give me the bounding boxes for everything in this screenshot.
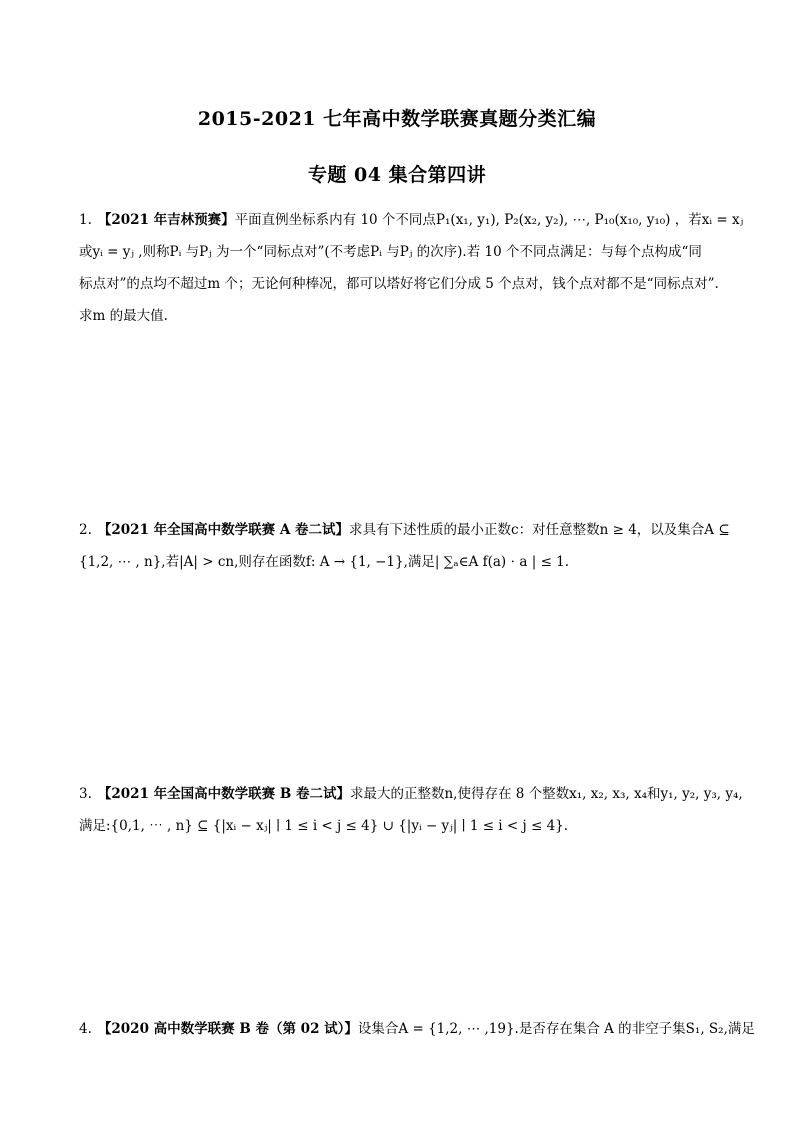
problem-source: 【2021 年全国高中数学联赛 B 卷二试】 — [97, 786, 350, 802]
problem-number: 4. — [79, 1021, 92, 1037]
problem-text: 设集合A = {1,2, ⋯ ,19}.是否存在集合 A 的非空子集S₁, S₂,满足 — [357, 1021, 755, 1037]
problem-1-line-4: 求m 的最大值. — [79, 308, 168, 324]
problem-text: 求具有下述性质的最小正数c：对任意整数n ≥ 4，以及集合A ⊆ — [349, 522, 730, 538]
problem-source: 【2021 年吉林预赛】 — [97, 212, 235, 228]
document-subtitle: 专题 04 集合第四讲 — [307, 164, 487, 186]
problem-4 — [79, 1013, 755, 1045]
problem-source: 【2021 年全国高中数学联赛 A 卷二试】 — [97, 522, 350, 538]
document-title: 2015-2021 七年高中数学联赛真题分类汇编 — [197, 108, 597, 130]
problem-text: 平面直例坐标系内有 10 个不同点P₁(x₁, y₁), P₂(x₂, y₂), ⋯, P₁₀(x₁₀, y₁₀) ，若xᵢ = xⱼ — [234, 212, 744, 228]
problem-3 — [79, 778, 743, 842]
problem-text: 求最大的正整数n,使得存在 8 个整数x₁, x₂, x₃, x₄和y₁, y₂, y₃, y₄, — [349, 786, 743, 802]
problem-source: 【2020 高中数学联赛 B 卷（第 02 试）】 — [97, 1021, 358, 1037]
problem-2-line-1 — [79, 514, 730, 546]
problem-number: 1. — [79, 212, 92, 228]
problem-number: 3. — [79, 786, 92, 802]
problem-4-line-1 — [79, 1013, 755, 1045]
problem-3-line-2: 满足:{0,1, ⋯ , n} ⊆ {|xᵢ − xⱼ| ∣ 1 ≤ i < j ≤ 4} ∪ {|yᵢ − yⱼ| ∣ 1 ≤ i < j ≤ 4}. — [79, 818, 569, 834]
problem-1-line-1 — [79, 204, 744, 236]
problem-1-line-2: 或yᵢ = yⱼ ,则称Pᵢ 与Pⱼ 为一个“同标点对”(不考虑Pᵢ 与Pⱼ 的次序).若 10 个不同点满足：与每个点构成“同 — [79, 244, 702, 260]
problem-1-line-3: 标点对”的点均不超过m 个；无论何种棒况，都可以塔好将它们分成 5 个点对，钱个点对都不是“同标点对”. — [79, 276, 719, 292]
problem-3-line-1 — [79, 778, 743, 810]
problem-number: 2. — [79, 522, 92, 538]
problem-1 — [79, 204, 744, 332]
problem-2-line-2: {1,2, ⋯ , n},若|A| > cn,则存在函数f: A → {1, −1},满足| ∑ₐ∈A f(a) ⋅ a | ≤ 1. — [79, 554, 570, 570]
problem-2 — [79, 514, 730, 578]
